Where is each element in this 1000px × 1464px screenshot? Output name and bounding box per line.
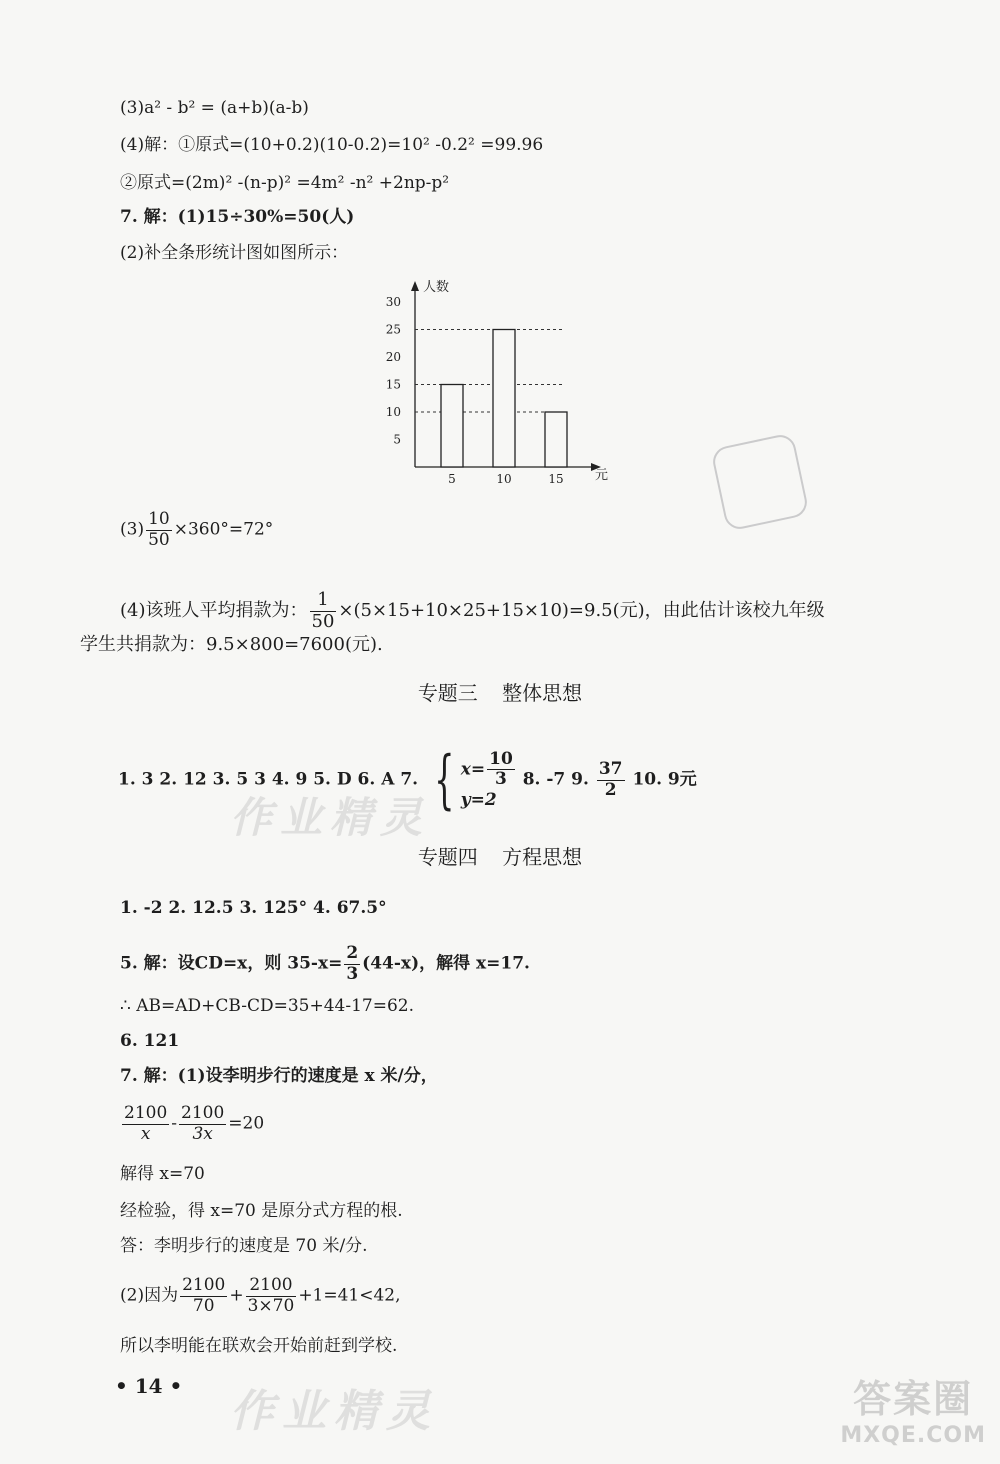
bar <box>545 412 567 467</box>
y-axis-label: 人数 <box>423 280 450 295</box>
site-logo <box>840 1368 986 1448</box>
page-number: • 14 • <box>115 1374 183 1398</box>
s4-q7-equation: $\frac{2100}{x}$ - $\frac{2100}{3x}$ =20 <box>124 1103 265 1144</box>
line-4-calc: (4)解：①原式=(10+0.2)(10-0.2)=10² -0.2² =99.96 <box>120 135 544 155</box>
s4-q7-part2: (2)因为 $\frac{2100}{70}$ + $\frac{2100}{3\times 70}$ +1=41<42, <box>120 1275 401 1316</box>
y-tick-label: 25 <box>385 322 401 337</box>
watermark: 作业精灵 <box>230 793 431 842</box>
y-axis-arrow <box>411 281 419 291</box>
bar-chart <box>360 275 620 495</box>
section-4-title: 专题四 方程思想 <box>417 845 583 869</box>
s4-q7-setup: 7. 解：(1)设李明步行的速度是 x 米/分， <box>120 1066 438 1086</box>
equation-system: { x= $\frac{10}{3}$ y=2 <box>434 743 513 817</box>
s4-q5: 5. 解：设CD=x，则 35-x= $\frac{2}{3}$ (44-x)，解得 x=17. <box>120 943 530 984</box>
q7-part4: (4)该班人平均捐款为： $\frac{1}{50}$ ×(5×15+10×25+15×10)=9.5(元)，由此估计该校九年级 <box>120 589 825 632</box>
y-tick-label: 10 <box>385 405 401 419</box>
s4-q6: 6. 121 <box>120 1031 180 1051</box>
x-axis-label: 元 <box>595 468 609 483</box>
stamp-logo <box>710 432 810 532</box>
watermark: 作业精灵 <box>230 1386 438 1437</box>
q7-part4-cont: 学生共捐款为：9.5×800=7600(元). <box>80 634 383 655</box>
fraction: $\frac{10}{50}$ <box>148 509 170 550</box>
bar <box>493 330 515 468</box>
fraction: $\frac{37}{2}$ <box>598 758 623 800</box>
fraction: $\frac{2}{3}$ <box>346 943 359 984</box>
s4-q7-conclusion: 所以李明能在联欢会开始前赶到学校. <box>120 1336 398 1356</box>
y-tick-label: 5 <box>393 432 401 447</box>
q7-part1: 7. 解：(1)15÷30%=50(人) <box>120 207 355 227</box>
fraction: $\frac{1}{50}$ <box>311 589 335 632</box>
s4-q7-check: 经检验，得 x=70 是原分式方程的根. <box>120 1201 403 1221</box>
logo-site: MXQE.COM <box>840 1423 986 1448</box>
s4-q7-solve: 解得 x=70 <box>120 1164 205 1184</box>
section-3-title: 专题三 整体思想 <box>417 681 583 705</box>
s4-q1-4: 1. -2 2. 12.5 3. 125° 4. 67.5° <box>120 898 387 918</box>
s4-q7-answer: 答：李明步行的速度是 70 米/分. <box>120 1236 368 1256</box>
q7-part2: (2)补全条形统计图如图所示： <box>120 243 349 263</box>
y-tick-label: 20 <box>385 350 401 364</box>
s4-q5-conclusion: ∴ AB=AD+CB-CD=35+44-17=62. <box>120 996 414 1016</box>
x-tick-label: 5 <box>448 472 456 486</box>
bar <box>441 385 463 468</box>
x-tick-label: 15 <box>548 472 564 486</box>
section-3-answers: 1. 3 2. 12 3. 5 3 4. 9 5. D 6. A 7. { x= $\frac{10}{3}$ y=2 8. -7 9. $\frac{37}{2}$ 10. 9元 <box>118 743 697 817</box>
x-tick-label: 10 <box>496 472 512 486</box>
y-tick-label: 30 <box>385 295 401 309</box>
q7-part3: (3) $\frac{10}{50}$ ×360°=72° <box>120 509 274 550</box>
line-3-identity: (3)a² - b² = (a+b)(a-b) <box>120 98 309 118</box>
y-tick-label: 15 <box>385 377 401 392</box>
line-4-2: ②原式=(2m)² -(n-p)² =4m² -n² +2np-p² <box>120 173 450 193</box>
logo-text: 答案圈 <box>853 1377 974 1421</box>
